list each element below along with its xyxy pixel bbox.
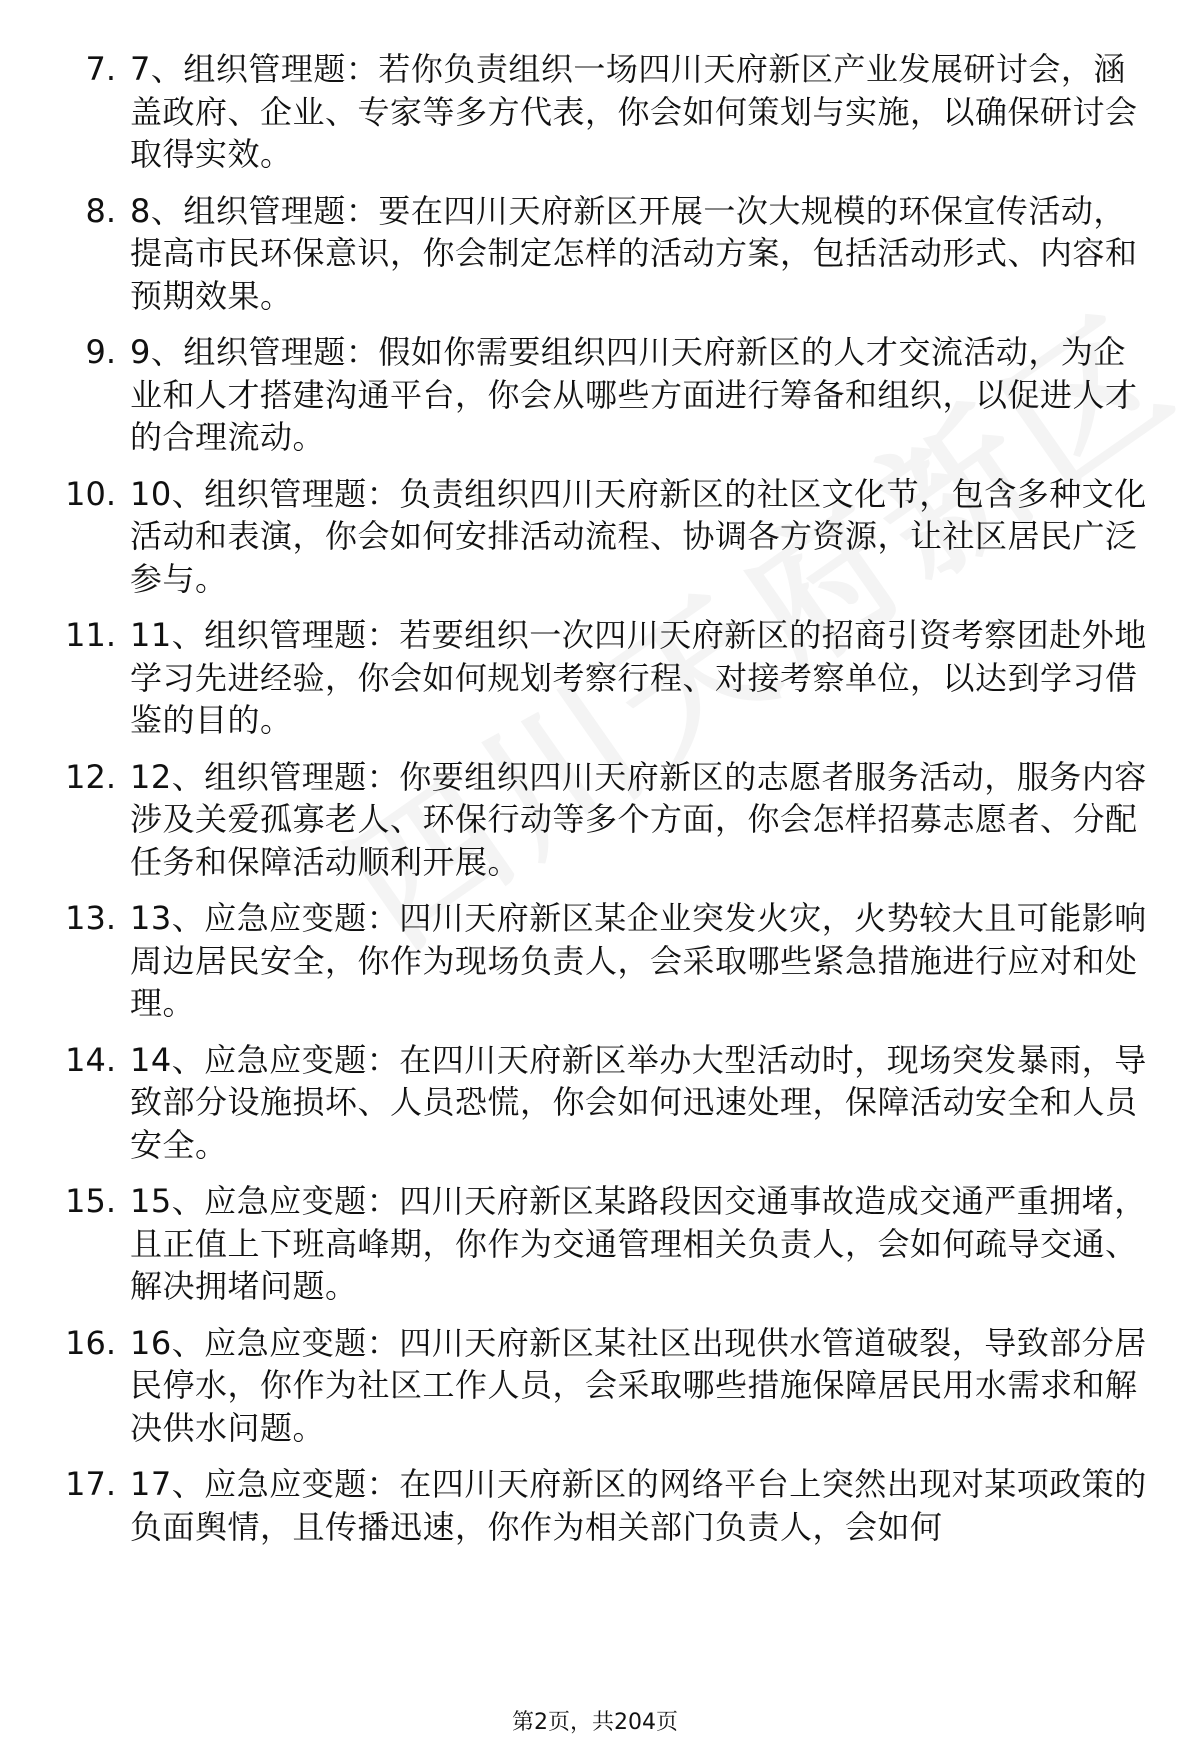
question-list	[0, 48, 1190, 1562]
item-number: 17.	[65, 1465, 116, 1503]
list-item	[0, 1039, 1190, 1167]
item-number: 10.	[65, 474, 116, 513]
item-text: 8、组织管理题：要在四川天府新区开展一次大规模的环保宣传活动，提高市民环保意识，你会制定怎样的活动方案，包括活动形式、内容和预期效果。	[130, 191, 1138, 315]
list-item	[0, 1180, 1190, 1308]
item-number: 14.	[65, 1040, 116, 1079]
item-text: 9、组织管理题：假如你需要组织四川天府新区的人才交流活动，为企业和人才搭建沟通平台，你会从哪些方面进行筹备和组织，以促进人才的合理流动。	[130, 333, 1138, 456]
item-text: 14、应急应变题：在四川天府新区举办大型活动时，现场突发暴雨，导致部分设施损坏、人员恐慌，你会如何迅速处理，保障活动安全和人员安全。	[130, 1040, 1147, 1164]
list-item	[0, 48, 1190, 176]
item-number: 12.	[65, 757, 116, 796]
item-number: 7.	[85, 50, 116, 88]
item-number: 13.	[65, 899, 116, 937]
list-item	[0, 190, 1190, 318]
item-text: 12、组织管理题：你要组织四川天府新区的志愿者服务活动，服务内容涉及关爱孤寡老人、环保行动等多个方面，你会怎样招募志愿者、分配任务和保障活动顺利开展。	[130, 757, 1147, 881]
item-text: 11、组织管理题：若要组织一次四川天府新区的招商引资考察团赴外地学习先进经验，你会如何规划考察行程、对接考察单位，以达到学习借鉴的目的。	[130, 616, 1147, 739]
list-item	[0, 614, 1190, 742]
page-number-label: 第2页，共204页	[512, 1710, 678, 1735]
item-number: 16.	[65, 1323, 116, 1362]
item-text: 7、组织管理题：若你负责组织一场四川天府新区产业发展研讨会，涵盖政府、企业、专家等多方代表，你会如何策划与实施，以确保研讨会取得实效。	[130, 50, 1138, 173]
list-item	[0, 1322, 1190, 1450]
list-item	[0, 1463, 1190, 1548]
item-number: 9.	[85, 333, 116, 371]
list-item	[0, 756, 1190, 884]
item-text: 16、应急应变题：四川天府新区某社区出现供水管道破裂，导致部分居民停水，你作为社区工作人员，会采取哪些措施保障居民用水需求和解决供水问题。	[130, 1323, 1147, 1447]
list-item	[0, 331, 1190, 459]
item-text: 13、应急应变题：四川天府新区某企业突发火灾，火势较大且可能影响周边居民安全，你作为现场负责人，会采取哪些紧急措施进行应对和处理。	[130, 899, 1147, 1022]
item-text: 15、应急应变题：四川天府新区某路段因交通事故造成交通严重拥堵，且正值上下班高峰期，你作为交通管理相关负责人，会如何疏导交通、解决拥堵问题。	[130, 1182, 1147, 1305]
item-text: 17、应急应变题：在四川天府新区的网络平台上突然出现对某项政策的负面舆情，且传播迅速，你作为相关部门负责人，会如何	[130, 1465, 1147, 1546]
page-footer	[0, 1705, 1190, 1736]
list-item	[0, 897, 1190, 1025]
item-number: 15.	[65, 1182, 116, 1220]
item-number: 8.	[85, 191, 116, 230]
item-number: 11.	[65, 616, 116, 654]
list-item	[0, 473, 1190, 601]
item-text: 10、组织管理题：负责组织四川天府新区的社区文化节，包含多种文化活动和表演，你会如何安排活动流程、协调各方资源，让社区居民广泛参与。	[130, 474, 1147, 598]
